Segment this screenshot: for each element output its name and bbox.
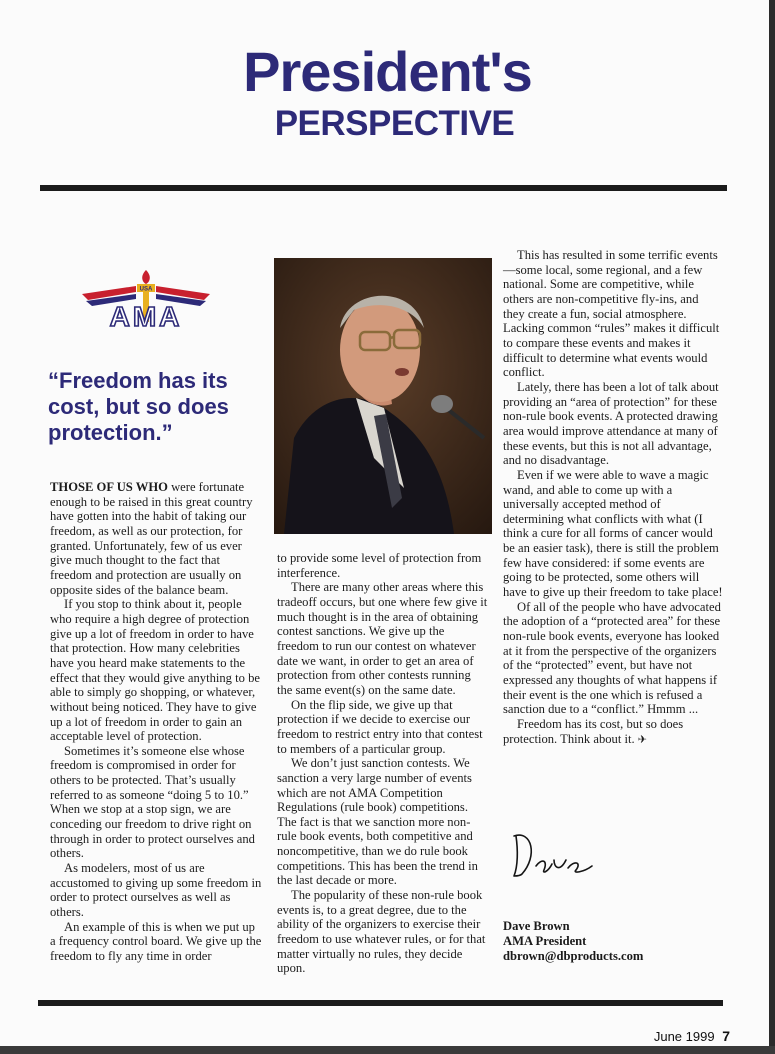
page-subtitle: PERSPECTIVE <box>274 104 515 143</box>
footer-rule <box>38 1000 723 1006</box>
paragraph: On the flip side, we give up that protection if we decide to exercise our freedom to restrict entry into that contest to members of a particular group. <box>277 697 483 756</box>
president-photo <box>274 258 492 534</box>
page-number: 7 <box>722 1028 730 1044</box>
article-column-1 <box>50 480 262 964</box>
airplane-end-icon: ✈ <box>637 732 648 746</box>
paragraph: to provide some level of protection from interference. <box>277 551 482 580</box>
page-bottom-edge <box>0 1046 775 1054</box>
pull-quote: “Freedom has its cost, but so does protection.” <box>48 368 229 445</box>
paragraph <box>50 480 262 597</box>
signer-title: AMA President <box>503 934 587 948</box>
logo-badge-text: USA <box>139 286 153 293</box>
closing-text: Freedom has its cost, but so does protection. Think about it. <box>503 717 684 746</box>
paragraph: The popularity of these non-rule book events is, to a great degree, due to the ability of the organizers to exercise their freedom to use whatever rules, or for that matter virtually no rules, they decide upon. <box>277 888 486 976</box>
issue-date: June 1999 <box>653 1029 715 1044</box>
torch-flame-icon <box>142 270 150 284</box>
lead-in: THOSE OF US WHO <box>50 480 168 494</box>
header-rule <box>40 185 727 191</box>
page-edge-shadow <box>769 0 775 1054</box>
logo-text: AMA <box>109 301 183 332</box>
paragraph: Even if we were able to wave a magic wand, and able to come up with a universally accepted method of determining what conflicts with what (I think a cure for all forms of cancer would be an easier task), there is still the problem few have considered: if some events are going to be protected, some others will have to give up their freedom to take place! <box>503 467 723 600</box>
paragraph: An example of this is when we put up a frequency control board. We give up the freedom to fly any time in order <box>50 919 262 963</box>
paragraph: Lately, there has been a lot of talk about providing an “area of protection” for these non-rule book events. A protected drawing area would improve attendance at many of these events, but this is not all advantage, and no disadvantage. <box>503 379 719 468</box>
page-title: President's <box>243 40 532 103</box>
signer-name: Dave Brown <box>503 919 570 933</box>
signature-block <box>503 919 723 964</box>
paragraph: As modelers, most of us are accustomed to giving up some freedom in order to protect ourselves as well as others. <box>50 861 262 920</box>
paragraph: Of all of the people who have advocated the adoption of a “protected area” for these non-rule book events, everyone has looked at it from the perspective of the organizers of the “protected” event, but have not expressed any thoughts of what happens if their event is the one which is refused a sanction due to a “conflict.” Hmmm ... <box>503 599 721 717</box>
article-column-3 <box>503 248 723 747</box>
paragraph: We don’t just sanction contests. We sanction a very large number of events which are not AMA Competition Regulations (rule book) competitions. The fact is that we sanction more non-rule book events, both competitive and noncompetitive, than we do rule book competitions. This has been the trend in the last decade or more. <box>277 756 478 888</box>
signer-email: dbrown@dbproducts.com <box>503 949 644 963</box>
paragraph: Sometimes it’s someone else whose freedom is compromised in order for others to be protected. That’s usually referred to as someone “doing 5 to 10.” When we stop at a stop sign, we are conceding our freedom to drive right on through in order to protect ourselves and others. <box>50 743 255 861</box>
article-column-2 <box>277 551 489 976</box>
paragraph-text: were fortunate enough to be raised in this great country have gotten into the habit of taking our freedom, as well as our protection, for granted. Unfortunately, few of us ever give much thought to the fact that freedom and protection are usually on opposite sides of the balance beam. <box>50 480 253 597</box>
page-footer <box>610 1028 730 1044</box>
paragraph: If you stop to think about it, people who require a high degree of protection give up a lot of freedom in order to have that protection. How many celebrities have you heard make statements to the effect that they would give anything to be able to simply go shopping, or whatever, without being noticed. They have to give up a lot of freedom in order to gain an acceptable level of protection. <box>50 597 260 744</box>
paragraph: There are many other areas where this tradeoff occurs, but one where few give it much thought is in the area of obtaining contest sanctions. We give up the freedom to run our contest on whatever date we want, in order to get an area of protection from other contests running the same event(s) on the same date. <box>277 580 488 697</box>
handwritten-signature <box>508 826 598 884</box>
paragraph <box>503 717 723 747</box>
paragraph: This has resulted in some terrific events—some local, some regional, and a few national. Some are competitive, while others are non-competitive fly-ins, and they create a fun, social atmosphere. Lacking common “rules” makes it difficult to compare these events and makes it difficult to determine what events would conflict. <box>503 248 720 380</box>
ama-logo <box>80 268 212 332</box>
